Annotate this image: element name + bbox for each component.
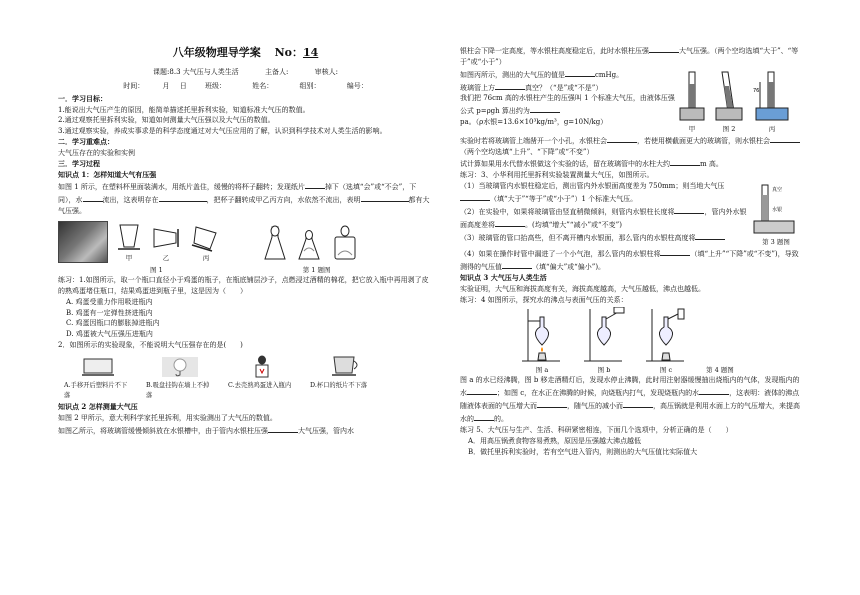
figure-2 <box>678 68 792 134</box>
ex2-option-b <box>146 355 214 401</box>
preparer-label: 主备人: <box>265 68 289 76</box>
ex4-text-f: 的。 <box>494 415 508 423</box>
fig1-caption: 图 1 <box>150 265 163 274</box>
r1-text-b: 大气压强。（两个空均选填“大于”、“等于”或“小于”） <box>460 47 799 66</box>
exercise-1-option-a: A. 鸡蛋受重力作用吸进瓶内 <box>66 297 153 306</box>
section-goals-heading: 一．学习目标： <box>58 93 107 103</box>
flask-egg-icon <box>296 225 322 263</box>
ex4-text-e: ，高压锅就是利用水面上方的气压增大，来提高水的 <box>460 402 800 423</box>
ex4-text-b: ；如图 c，在水正在沸腾的时候，向烧瓶内打气，发现烧瓶内的水 <box>497 389 700 398</box>
name-label: 姓名： <box>252 81 274 90</box>
group-label: 组别： <box>299 81 321 90</box>
ex2-option-c-label: C.去壳熟鸡蛋进入瓶内 <box>228 381 292 389</box>
ex3-4-text-c: （填“偏大”或“偏小”)。 <box>532 263 606 272</box>
exercise-5-option-a: A．用高压锅煮食物容易煮熟，原因是压强越大沸点越低 <box>468 436 642 445</box>
r-block-with-fig2 <box>460 68 805 134</box>
barometer-tube-icon <box>752 181 800 237</box>
fig2-label-jia: 甲 <box>688 124 696 133</box>
blank[interactable] <box>537 399 567 408</box>
section-process-heading: 三．学习过程 <box>58 158 100 168</box>
blank[interactable] <box>159 193 207 202</box>
blank[interactable] <box>565 68 595 77</box>
r6-text-a: 实验时若将玻璃管上端凿开一个小孔，水银柱会 <box>460 136 607 145</box>
time-label: 时间： <box>123 81 145 90</box>
egg-bottle-icon <box>242 355 282 379</box>
cup-bing <box>190 223 222 263</box>
kp1-text-c: 流出，这表明存在 <box>102 196 159 205</box>
blank[interactable] <box>502 260 532 269</box>
title-text: 八年级物理导学案 <box>172 46 261 59</box>
r-paragraph-1 <box>460 44 805 68</box>
meta-row-1 <box>58 67 433 78</box>
cup-upside-down-icon <box>116 223 142 253</box>
figure-3 <box>752 181 800 247</box>
figure-4 <box>520 307 805 375</box>
blank[interactable] <box>361 193 409 202</box>
fig2-label-bing: 丙 <box>768 124 776 133</box>
blank[interactable] <box>649 44 679 53</box>
exercise-1-option-c: C. 鸡蛋因瓶口的膨胀掉进瓶内 <box>66 319 160 328</box>
r7-text-b: m 高。 <box>700 160 723 169</box>
blank[interactable] <box>530 104 560 113</box>
fig4-label-b: 图 b <box>597 366 611 375</box>
fig2-caption: 图 2 <box>722 124 736 133</box>
suction-hook-icon <box>160 355 200 379</box>
blank[interactable] <box>467 386 497 395</box>
ex3-part-2 <box>460 205 752 231</box>
cup-tilted-icon <box>190 223 222 253</box>
r-paragraph-5: pa。（ρ水银=13.6×10³kg/m³，g=10N/kg） <box>460 118 608 127</box>
r-paragraph-4 <box>460 93 678 117</box>
blank[interactable] <box>495 218 525 227</box>
blank[interactable] <box>460 192 490 201</box>
ex3-text <box>460 181 752 247</box>
exercise-5-option-b: B．做托里拆利实验时，若有空气进入管内，则测出的大气压值比实际值大 <box>468 447 698 456</box>
kp1-text-a: 如图 1 所示，在塑料杯里面装满水，用纸片盖住，缓慢的将杯子翻转；发现纸片 <box>58 183 305 192</box>
class-label: 班级： <box>205 81 226 90</box>
ex3-block <box>460 181 805 247</box>
measured-tube-icon <box>752 68 792 124</box>
fig4-label-a: 图 a <box>535 366 549 375</box>
fig-label-bing: 丙 <box>202 253 210 262</box>
fig2-bing <box>752 68 792 134</box>
ex2-option-a-label: A.手移开后塑料片不下落 <box>64 381 128 399</box>
blank[interactable] <box>695 231 725 240</box>
fig-q1-caption: 第 1 题图 <box>302 265 331 274</box>
fig2-jia <box>678 68 706 134</box>
key-points: 大气压存在的实验和实例 <box>58 148 135 157</box>
ex3-4-text-b: （填“上升”“下降”或“不变”)，导致测得的气压值 <box>460 250 799 272</box>
kp1-text-e: 都有大气压强。 <box>58 196 430 216</box>
month-label: 月 <box>162 81 170 90</box>
exercise-4-paragraph <box>460 375 805 424</box>
blank[interactable] <box>699 386 729 395</box>
kp2-title: 知识点 2 怎样测量大气压 <box>58 402 138 412</box>
figure-1-captions <box>58 265 433 275</box>
fig4-label-c: 图 c <box>659 366 673 375</box>
blank[interactable] <box>83 193 103 202</box>
kp2-text-a: 如图乙所示，将玻璃管缓慢倾斜放在水银槽中，由于管内水银柱压强 <box>58 427 268 436</box>
r6-text-c: （两个空均选填“上升”、“下降”或“不变”） <box>460 147 594 156</box>
svg-text:76: 76 <box>753 87 760 94</box>
bottle-egg-icon <box>330 225 360 263</box>
ex3-1-text-b: （填“大于”“等于”或“小于”）1 个标准大气压。 <box>490 194 638 203</box>
exercise-2-options <box>64 355 433 401</box>
left-column <box>58 38 433 437</box>
exercise-1-option-b: B. 鸡蛋有一定弹性挤进瓶内 <box>66 308 153 317</box>
kp1-text-d: ，把杯子翻转成甲乙丙方向，水依然不流出，表明 <box>206 196 361 205</box>
kp3-title: 知识点 3 大气压与人类生活 <box>460 272 547 282</box>
kp2-paragraph-2 <box>58 424 433 437</box>
ex3-part-4 <box>460 247 805 273</box>
r-paragraph-7 <box>460 157 805 170</box>
plastic-sheet-icon <box>78 355 118 379</box>
cup-sideways-icon <box>150 223 182 253</box>
figure-1-row <box>58 221 433 263</box>
section-key-heading: 二．学习重难点： <box>58 137 114 147</box>
ex3-4-text-a: （4）如果在操作时管中漏进了一个小气泡，那么管内的水银柱将 <box>460 250 661 259</box>
r2-text-b: cmHg。 <box>595 70 624 79</box>
blank[interactable] <box>495 81 525 90</box>
r6-text-b: ，若使用横截面更大的玻璃管，则水银柱会 <box>637 136 770 145</box>
boiling-flask-burner-icon <box>520 307 564 365</box>
blank[interactable] <box>623 399 653 408</box>
tilted-tube-icon <box>712 68 746 124</box>
blank[interactable] <box>607 134 637 143</box>
ex2-option-a <box>64 355 132 401</box>
blank[interactable] <box>660 247 690 256</box>
topic-label: 课题:8.3 大气压与人类生活 <box>153 68 239 76</box>
no-label: No： <box>274 46 303 59</box>
fig4-a <box>520 307 564 375</box>
ex3-2-text-a: （2）在实验中，如果将玻璃管由竖直稍微倾斜，则管内水银柱长度将 <box>460 207 675 216</box>
ex3-part-1 <box>460 181 752 205</box>
cup-jia <box>116 223 142 263</box>
ex3-2-text-c: 。(均填“增大”“减小”或“不变”) <box>525 220 622 229</box>
meta-row-2 <box>58 81 433 92</box>
fig4-c <box>644 307 688 375</box>
ex3-3-text: （3）玻璃管的管口抬高些，但不离开槽内水银面，那么管内的水银柱高度将 <box>460 233 696 242</box>
r2-text-a: 如图丙所示，测出的大气压的值是 <box>460 70 565 79</box>
right-column <box>460 44 805 457</box>
ex4-text-a: 图 a 的水已经沸腾，图 b 移走酒精灯后，发现水停止沸腾，此时用注射器缓慢抽出烧瓶内的气体，发现瓶内的水 <box>460 376 800 398</box>
fig3-vacuum-label: 真空 <box>772 187 783 194</box>
goal-2: 2.通过观察托里拆利实验，知道如何测量大气压强以及大气压的数值。 <box>58 116 275 125</box>
r-paragraph-6 <box>460 134 805 158</box>
exercise-3-question: 练习：3、小华利用托里拆利实验装置测量大气压，如图所示。 <box>460 171 654 180</box>
torricelli-tube-icon <box>678 68 706 124</box>
ex2-option-b-label: B.吸盘挂钩在墙上不掉落 <box>146 381 210 399</box>
exercise-1-option-d: D. 鸡蛋被大气压强压进瓶内 <box>66 330 153 339</box>
goal-1: 1.能说出大气压产生的原因，能简单描述托里拆利实验，知道标准大气压的数值。 <box>58 105 310 114</box>
ex3-part-3 <box>460 231 752 244</box>
r-paragraph-3 <box>460 81 678 94</box>
exercise-5-question: 练习 5、大气压与生产、生活、科研紧密相连，下面几个选项中，分析正确的是（ ） <box>460 425 733 434</box>
kp3-paragraph: 实验证明，大气压和海拔高度有关，海拔高度越高，大气压越低，沸点也越低。 <box>460 284 705 293</box>
ex2-option-c <box>228 355 296 401</box>
day-label: 日 <box>179 81 187 90</box>
r7-text-a: 试计算如果用水代替水银做这个实验的话，留在玻璃管中的水柱大约 <box>460 160 670 169</box>
exercise-1-question: 练习：1.如图所示，取一个瓶口直径小于鸡蛋的瓶子，在瓶底铺层沙子，点燃浸过酒精的棉花，把它放入瓶中再用剥了皮的熟鸡蛋堵住瓶口，结果鸡蛋进到瓶子里，这是因为（ ） <box>58 276 429 295</box>
r3-text-a: 玻璃管上方 <box>460 83 495 92</box>
blank[interactable] <box>305 180 325 189</box>
no-value: 14 <box>302 46 319 59</box>
ex2-option-d-label: D.杯口的纸片不下落 <box>310 381 368 389</box>
blank[interactable] <box>670 157 700 166</box>
flask-icon <box>262 225 288 263</box>
ex4-text-d: ，随气压的减小而 <box>567 402 623 411</box>
cup-yi <box>150 223 182 263</box>
fig4-b <box>582 307 626 375</box>
blank[interactable] <box>474 412 494 421</box>
r4-text: 我们把 76cm 高的水银柱产生的压强叫 1 个标准大气压，由液体压强公式 p=ρgh 算出约为 <box>460 94 675 116</box>
kp2-paragraph-1: 如图 2 甲所示，意大利科学家托里拆利，用实验测出了大气压的数值。 <box>58 414 277 423</box>
paper-cup-icon <box>324 355 364 379</box>
fig4-caption: 第 4 题图 <box>706 366 734 375</box>
flask-syringe-icon <box>582 307 626 365</box>
cup-photo-image <box>58 221 108 263</box>
r-block-text <box>460 68 678 134</box>
goal-3: 3.通过观察实验，养成实事求是的科学态度通过对大气压应用的了解，认识到科学技术对人类生活的影响。 <box>58 127 387 136</box>
fig3-caption: 第 3 题图 <box>762 238 790 247</box>
fig-label-jia: 甲 <box>125 253 133 262</box>
blank[interactable] <box>268 424 298 433</box>
ex2-option-d <box>310 355 378 401</box>
ex3-2-text-b: ，管内外水银面高度差将 <box>460 207 747 229</box>
r3-text-b: 真空？（“是”或“不是”） <box>525 83 603 92</box>
kp1-paragraph <box>58 180 433 217</box>
exercise-4-question: 练习：4 如图所示，探究水的沸点与表面气压的关系： <box>460 295 628 304</box>
fig-label-yi: 乙 <box>162 253 170 262</box>
exercise-2-question: 2．如图所示的实验现象，不能说明大气压强存在的是( ) <box>58 341 243 350</box>
r-paragraph-2 <box>460 68 678 81</box>
fig3-mercury-label: 水银 <box>772 207 783 214</box>
number-label: 编号： <box>346 81 368 90</box>
ex4-text-c: ，这表明：液体的沸点随液体表面的气压增大而 <box>460 389 800 411</box>
fig2-yi <box>712 68 746 134</box>
r1-text-a: 银柱会下降一定高度，等水银柱高度稳定后，此时水银柱压强 <box>460 47 649 55</box>
kp1-title: 知识点 1：怎样知道大气有压强 <box>58 169 157 179</box>
kp2-text-b: 大气压强，管内水 <box>298 427 354 436</box>
ex3-1-text-a: （1）当玻璃管内水银柱稳定后，测出管内外水银面高度差为 750mm；则当地大气压 <box>460 182 725 191</box>
kp1-text-b: 掉下（选填“会”或“不会”，下同），水 <box>58 183 417 205</box>
blank[interactable] <box>674 205 704 214</box>
flask-pump-icon <box>644 307 688 365</box>
blank[interactable] <box>770 134 800 143</box>
reviewer-label: 审核人: <box>314 68 338 76</box>
